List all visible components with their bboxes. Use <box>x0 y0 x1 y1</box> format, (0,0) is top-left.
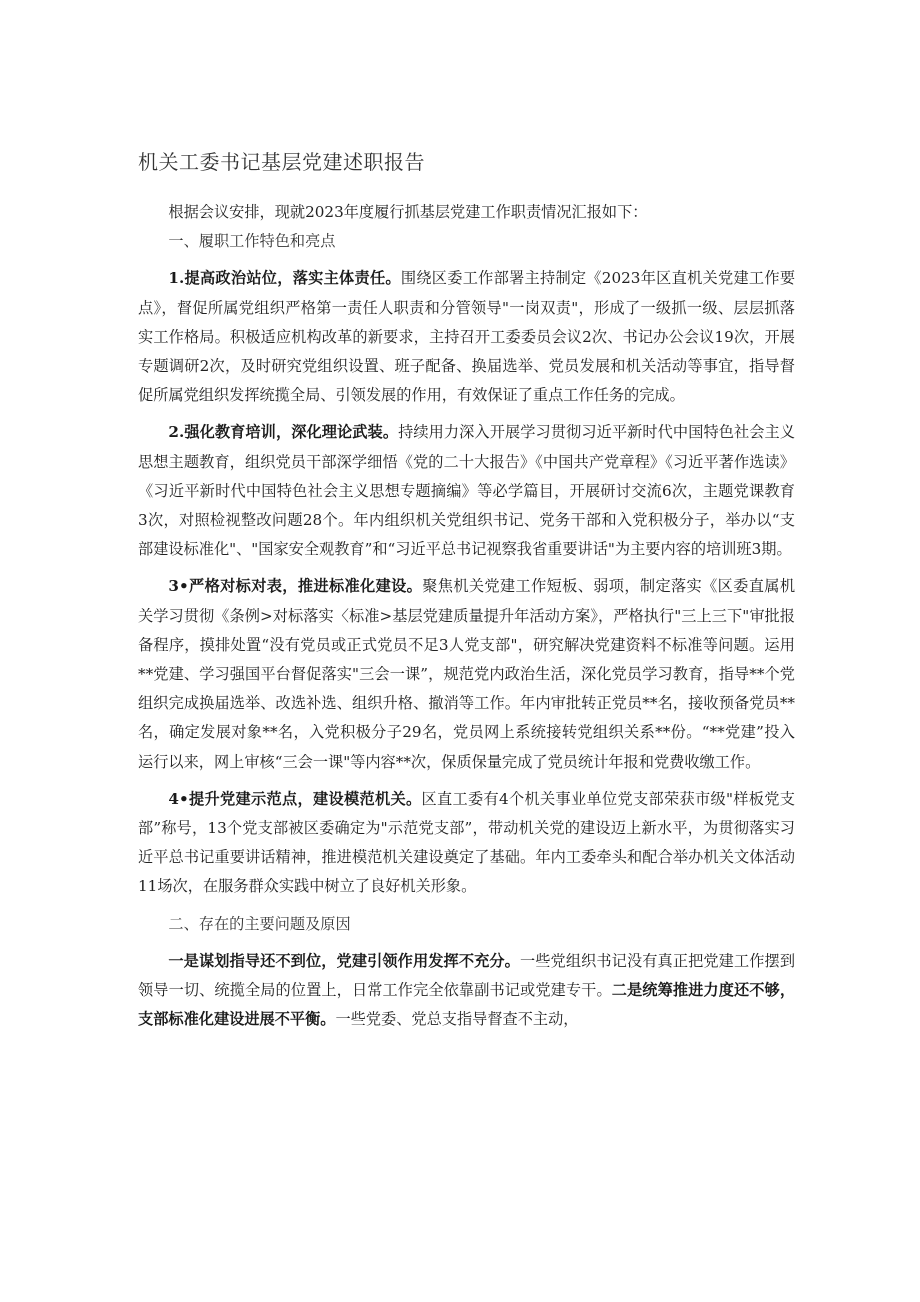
paragraph-item-2 <box>138 418 795 564</box>
issue-lead-1: 一是谋划指导还不到位，党建引领作用发挥不充分。 <box>168 951 520 970</box>
paragraph-item-4 <box>138 785 795 902</box>
item-lead: 1.提高政治站位，落实主体责任。 <box>168 269 401 288</box>
issue-lead-2: 二是统筹推进力度还不够，支部标准化建设进展不平衡。 <box>138 981 795 1029</box>
section-heading-1: 一、履职工作特色和亮点 <box>168 232 336 251</box>
section-heading-2: 二、存在的主要问题及原因 <box>168 914 351 933</box>
item-body: 围绕区委工作部署主持制定《2023年区直机关党建工作要点》，督促所属党组织严格第一责任人职责和分管领导"一岗双责"，形成了一级抓一级、层层抓落实工作格局。积极适应机构改革的新要求，主持召开工委委员会议2次、书记办公会议19次，开展专题调研2次，及时研究党组织设置、班子配备、换届选举、党员发展和机关活动等事宜，指导督促所属党组织发挥统揽全局、引领发展的作用，有效保证了重点工作任务的完成。 <box>138 269 796 405</box>
item-body: 聚焦机关党建工作短板、弱项，制定落实《区委直属机关学习贯彻《条例>对标落实〈标准>基层党建质量提升年活动方案》，严格执行"三上三下"审批报备程序，摸排处置“没有党员或正式党员不足3人党支部"，研究解决党建资料不标准等问题。运用**党建、学习强国平台督促落实"三会一课”，规范党内政治生活，深化党员学习教育，指导**个党组织完成换届选举、改选补选、组织升格、撤消等工作。年内审批转正党员**名，接收预备党员**名，确定发展对象**名，入党积极分子29名，党员网上系统接转党组织关系**份。“**党建”投入运行以来，网上审核“三会一课"等内容**次，保质保量完成了党员统计年报和党费收缴工作。 <box>138 577 795 771</box>
document-body <box>138 198 795 1034</box>
paragraph-issues <box>138 947 795 1035</box>
item-lead: 4•提升党建示范点，建设模范机关。 <box>168 789 422 808</box>
paragraph-item-3 <box>138 572 795 776</box>
paragraph-item-1 <box>138 264 795 410</box>
item-body: 区直工委有4个机关事业单位党支部荣获市级"样板党支部”称号，13个党支部被区委确定为"示范党支部”，带动机关党的建设迈上新水平，为贯彻落实习近平总书记重要讲话精神，推进模范机关建设奠定了基础。年内工委牵头和配合举办机关文体活动11场次，在服务群众实践中树立了良好机关形象。 <box>138 789 795 896</box>
item-lead: 3•严格对标对表，推进标准化建设。 <box>168 577 423 596</box>
intro-paragraph: 根据会议安排，现就2023年度履行抓基层党建工作职责情况汇报如下： <box>168 203 648 221</box>
item-body: 持续用力深入开展学习贯彻习近平新时代中国特色社会主义思想主题教育，组织党员干部深学细悟《党的二十大报告》《中国共产党章程》《习近平著作选读》《习近平新时代中国特色社会主义思想专题摘编》等必学篇目，开展研讨交流6次，主题党课教育3次，对照检视整改问题28个。年内组织机关党组织书记、党务干部和入党积极分子，举办以“支部建设标准化"、"国家安全观教育”和“习近平总书记视察我省重要讲话"为主要内容的培训班3期。 <box>138 423 796 559</box>
item-lead: 2.强化教育培训，深化理论武装。 <box>168 423 399 442</box>
issue-body-1: 一些党组织书记没有真正把党建工作摆到领导一切、统揽全局的位置上，日常工作完全依靠副书记或党建专干。 <box>138 951 796 1000</box>
document-title: 机关工委书记基层党建述职报告 <box>138 150 425 174</box>
issue-body-2: 一些党委、党总支指导督查不主动， <box>335 1010 579 1029</box>
